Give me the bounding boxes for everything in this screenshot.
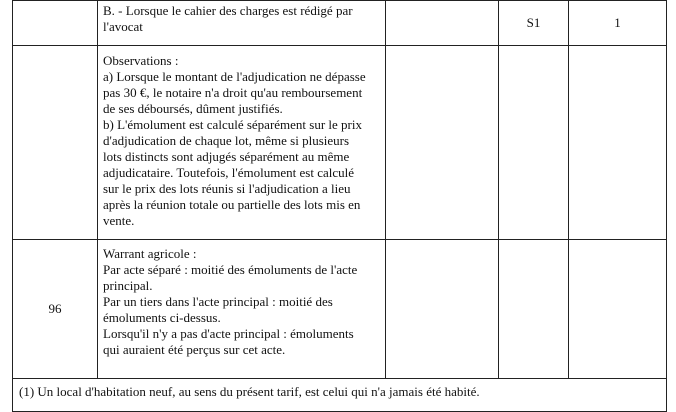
text-line: Warrant agricole :: [103, 246, 197, 261]
value-cell-3: [386, 1, 499, 46]
text-line: pas 30 €, le notaire n'a droit qu'au remboursement: [103, 85, 363, 100]
article-number: 96: [48, 301, 62, 316]
article-number-cell: [13, 1, 98, 46]
text-line: a) Lorsque le montant de l'adjudication ne dépasse: [103, 69, 366, 84]
text-line: émoluments ci-dessus.: [103, 310, 221, 325]
value-cell-5: [569, 1, 667, 46]
description-cell: [98, 1, 386, 46]
tariff-table: [12, 0, 667, 412]
text-line: adjudicataire. Toutefois, l'émolument est calculé: [103, 165, 354, 180]
text-line: l'avocat: [103, 19, 143, 34]
text-line: Lorsqu'il n'y a pas d'acte principal : émoluments: [103, 326, 354, 341]
text-line: après la réunion totale ou partielle des lots mis en: [103, 197, 361, 212]
text-line: Par acte séparé : moitié des émoluments de l'acte: [103, 262, 358, 277]
value-cell-5: [569, 240, 667, 379]
value-cell-4: [499, 240, 569, 379]
text-line: qui auraient été perçus sur cet acte.: [103, 342, 286, 357]
table-row: [13, 1, 667, 46]
text-line: b) L'émolument est calculé séparément sur le prix: [103, 117, 362, 132]
text-line: Par un tiers dans l'acte principal : moitié des: [103, 294, 333, 309]
text-line: d'adjudication de chaque lot, même si plusieurs: [103, 133, 350, 148]
description-cell: [98, 46, 386, 240]
text-line: B. - Lorsque le cahier des charges est rédigé par: [103, 3, 353, 18]
table-row: [13, 240, 667, 379]
article-number-cell: [13, 240, 98, 379]
text-line: vente.: [103, 213, 135, 228]
text-line: Observations :: [103, 53, 179, 68]
text-line: lots distincts sont adjugés séparément au même: [103, 149, 350, 164]
table-row: [13, 46, 667, 240]
text-line: principal.: [103, 278, 153, 293]
value-cell-3: [386, 240, 499, 379]
footnote: (1) Un local d'habitation neuf, au sens du présent tarif, est celui qui n'a jamais été habité.: [13, 379, 667, 412]
article-number-cell: [13, 46, 98, 240]
text-line: sur le prix des lots réunis si l'adjudication a lieu: [103, 181, 351, 196]
value-cell-5: [569, 46, 667, 240]
value-5: 1: [614, 15, 621, 30]
value-4: S1: [526, 15, 541, 30]
value-cell-4: [499, 1, 569, 46]
value-cell-3: [386, 46, 499, 240]
footnote-row: [13, 379, 667, 412]
description-cell: [98, 240, 386, 379]
value-cell-4: [499, 46, 569, 240]
text-line: de ses déboursés, dûment justifiés.: [103, 101, 283, 116]
